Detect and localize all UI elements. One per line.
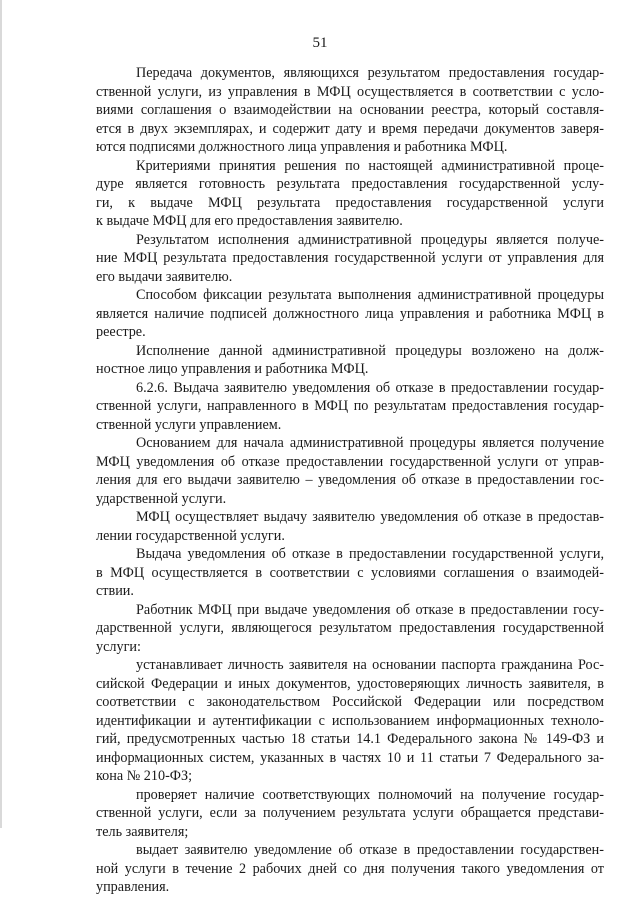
text-line: проверяет наличие соответствующих полномочий на получение государ- xyxy=(136,786,604,803)
text-line: Критериями принятия решения по настоящей административной проце- xyxy=(136,157,604,174)
text-line: ется в двух экземплярах, и содержит дату и время передачи документов заверя- xyxy=(96,120,604,137)
paragraph xyxy=(96,64,604,157)
text-line: выдает заявителю уведомление об отказе в предоставлении государствен- xyxy=(136,842,604,858)
text-line: управления. xyxy=(96,879,170,895)
text-line: ги, к выдаче МФЦ результата предоставления государственной услуги xyxy=(96,194,604,211)
text-line: дарственной услуги, являющегося результатом предоставления государственной xyxy=(96,620,604,636)
text-line: лении государственной услуги. xyxy=(96,527,285,544)
text-line: ударственной услуги. xyxy=(96,490,227,507)
text-line: МФЦ уведомления об отказе предоставлении государственной услуги от управ- xyxy=(96,453,604,470)
paragraph xyxy=(96,286,604,342)
text-line: тель заявителя; xyxy=(96,823,189,840)
text-line: ностное лицо управления и работника МФЦ. xyxy=(96,361,369,377)
text-line: ственной услуги, направленного в МФЦ по результатам предоставления государ- xyxy=(96,398,604,414)
text-line: информационных систем, указанных в частях 10 и 11 статьи 7 Федерального за- xyxy=(96,749,604,766)
text-line: 6.2.6. Выдача заявителю уведомления об отказе в предоставлении государ- xyxy=(136,379,604,396)
text-line: Способом фиксации результата выполнения административной процедуры xyxy=(136,287,604,303)
text-line: Результатом исполнения административной процедуры является получе- xyxy=(136,231,604,248)
paragraph xyxy=(96,786,604,842)
paragraph xyxy=(96,434,604,508)
page-edge-divider xyxy=(0,0,2,828)
paragraph xyxy=(96,231,604,287)
page-number: 51 xyxy=(312,35,328,51)
paragraph xyxy=(96,545,604,601)
text-line: Выдача уведомления об отказе в предоставлении государственной услуги, xyxy=(136,546,604,562)
text-line: ственной услуги, из управления в МФЦ осуществляется в соответствии с усло- xyxy=(96,83,604,100)
text-line: сийской Федерации и иных документов, удостоверяющих личность заявителя, в xyxy=(96,675,604,692)
text-line: ние МФЦ результата предоставления государственной услуги от управления для xyxy=(96,250,604,266)
text-line: Передача документов, являющихся результатом предоставления государ- xyxy=(136,65,604,81)
document-body xyxy=(96,64,604,897)
paragraph xyxy=(96,379,604,435)
text-line: МФЦ осуществляет выдачу заявителю уведомления об отказе в предостав- xyxy=(136,509,604,525)
text-line: ственной услуги, если за получением результата услуги обращается представи- xyxy=(96,805,604,821)
text-line: в МФЦ осуществляется в соответствии с условиями соглашения о взаимодей- xyxy=(96,564,604,581)
text-line: реестре. xyxy=(96,324,146,340)
text-line: ной услуги в течение 2 рабочих дней со дня получения такого уведомления от xyxy=(96,860,604,877)
paragraph xyxy=(96,508,604,545)
paragraph xyxy=(96,601,604,657)
text-line: соответствии с законодательством Российской Федерации или посредством xyxy=(96,694,604,710)
text-line: ются подписями должностного лица управления и работника МФЦ. xyxy=(96,139,508,155)
text-line: его выдачи заявителю. xyxy=(96,268,233,285)
text-line: гий, предусмотренных частью 18 статьи 14.1 Федерального закона № 149-ФЗ и xyxy=(96,731,604,747)
paragraph xyxy=(96,656,604,786)
text-line: Основанием для начала административной процедуры является получение xyxy=(136,435,604,451)
paragraph xyxy=(96,342,604,379)
text-line: идентификации и аутентификации с использованием информационных техноло- xyxy=(96,712,604,729)
text-line: виями соглашения о взаимодействии на основании реестра, который составля- xyxy=(96,102,604,118)
text-line: Работник МФЦ при выдаче уведомления об отказе в предоставлении госу- xyxy=(136,601,604,618)
text-line: ствии. xyxy=(96,583,134,599)
text-line: ления для его выдачи заявителю – уведомления об отказе в предоставлении гос- xyxy=(96,472,604,488)
text-line: является наличие подписей должностного лица управления и работника МФЦ в xyxy=(96,305,604,322)
text-line: ственной услуги управлением. xyxy=(96,416,282,433)
text-line: услуги: xyxy=(96,638,141,655)
text-line: Исполнение данной административной процедуры возложено на долж- xyxy=(136,342,604,359)
text-line: устанавливает личность заявителя на основании паспорта гражданина Рос- xyxy=(136,657,604,673)
text-line: к выдаче МФЦ для его предоставления заявителю. xyxy=(96,213,403,229)
paragraph xyxy=(96,157,604,231)
paragraph xyxy=(96,841,604,897)
text-line: кона № 210-ФЗ; xyxy=(96,768,193,784)
text-line: дуре является готовность результата предоставления государственной услу- xyxy=(96,176,604,192)
